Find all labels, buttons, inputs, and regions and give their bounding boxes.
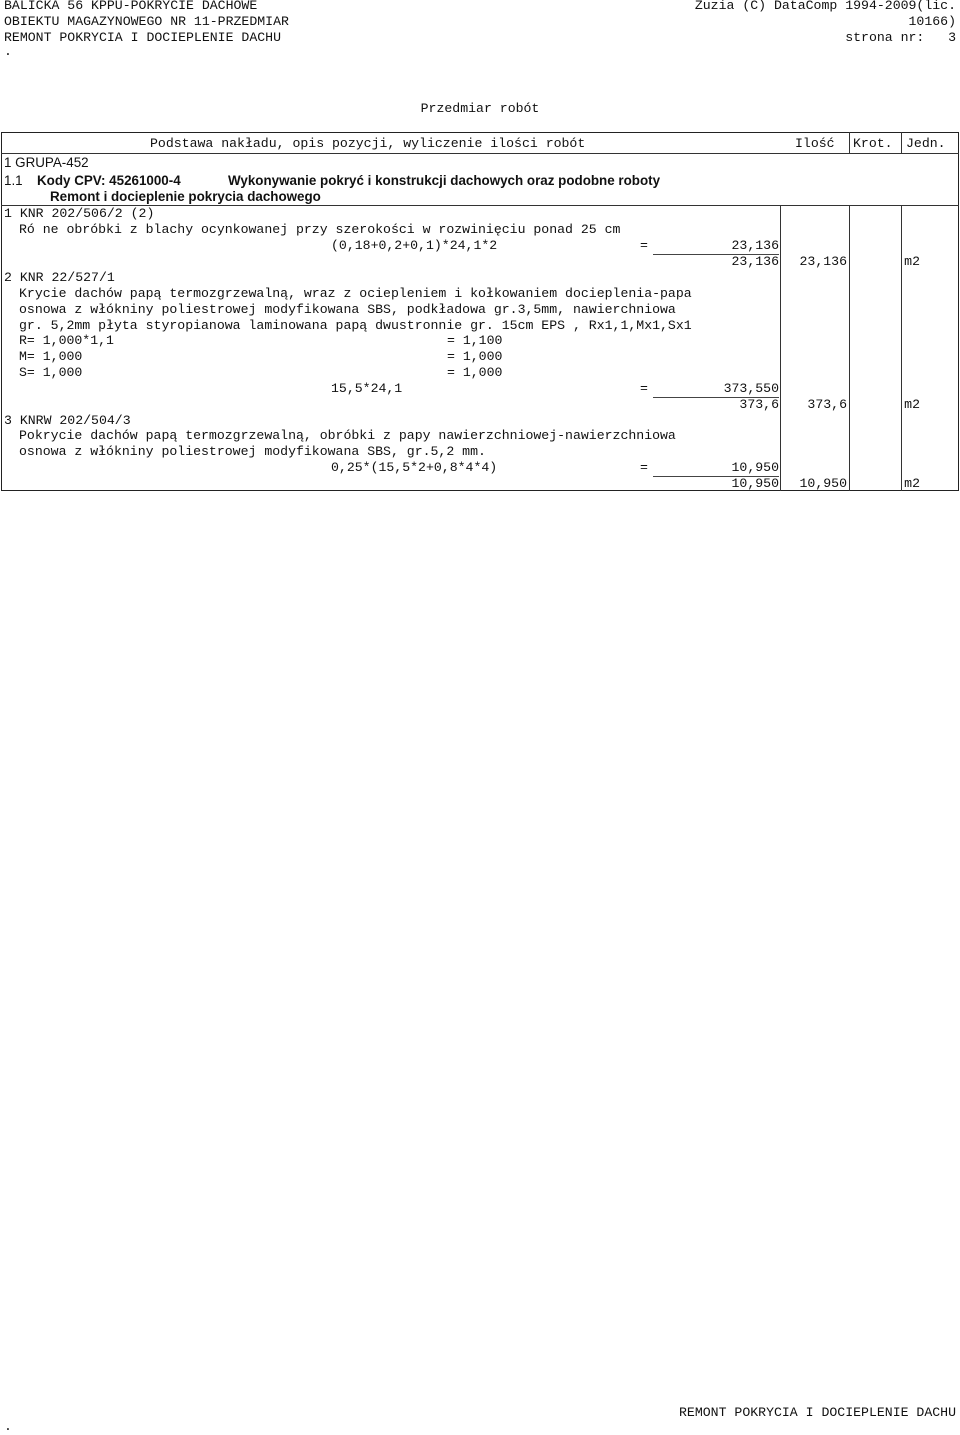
- page-number: strona nr: 3: [845, 30, 956, 45]
- header-row-divider: [1, 153, 959, 154]
- item-2-sum: 373,6: [739, 397, 779, 412]
- item-3-unit: m2: [904, 476, 920, 491]
- item-1-calc-expr: (0,18+0,2+0,1)*24,1*2: [331, 238, 498, 253]
- item-2-calc-eq: =: [640, 381, 648, 396]
- header-col-divider-krot: [849, 132, 850, 153]
- item-2-calc-expr: 15,5*24,1: [331, 381, 403, 396]
- header-right-line1: Zuzia (C) DataComp 1994-2009(lic.: [694, 0, 956, 13]
- column-header-quantity: Ilość: [795, 136, 835, 151]
- footer-text: REMONT POKRYCIA I DOCIEPLENIE DACHU: [679, 1405, 956, 1420]
- item-3-calc-expr: 0,25*(15,5*2+0,8*4*4): [331, 460, 498, 475]
- item-2-calc-value: 373,550: [723, 381, 779, 396]
- item-1-head: 1 KNR 202/506/2 (2): [4, 206, 155, 221]
- footer-dot: .: [4, 1419, 12, 1434]
- item-1-sum: 23,136: [731, 254, 779, 269]
- subgroup-description-2: Remont i docieplenie pokrycia dachowego: [50, 189, 321, 204]
- item-3-desc-1: Pokrycie dachów papą termozgrzewalną, obróbki z papy nawierzchniowej-nawierzchniowa: [19, 428, 676, 443]
- item-1-unit: m2: [904, 254, 920, 269]
- header-right-line2: 10166): [908, 14, 956, 29]
- header-left-line2: OBIEKTU MAGAZYNOWEGO NR 11-PRZEDMIAR: [4, 14, 289, 29]
- column-header-unit: Jedn.: [906, 136, 946, 151]
- item-1-calc-value: 23,136: [731, 238, 779, 253]
- item-1-quantity: 23,136: [799, 254, 847, 269]
- header-dot: .: [4, 44, 12, 59]
- subgroup-number: 1.1: [4, 173, 23, 188]
- item-2-factor-m: M= 1,000: [19, 349, 83, 364]
- item-2-quantity: 373,6: [807, 397, 847, 412]
- subgroup-description: Wykonywanie pokryć i konstrukcji dachowych oraz podobne roboty: [228, 173, 661, 188]
- item-3-head: 3 KNRW 202/504/3: [4, 413, 131, 428]
- item-2-head: 2 KNR 22/527/1: [4, 270, 115, 285]
- item-3-sum: 10,950: [731, 476, 779, 491]
- item-3-calc-eq: =: [640, 460, 648, 475]
- header-col-divider-unit: [901, 132, 902, 153]
- item-2-desc-3: gr. 5,2mm płyta styropianowa laminowana papą dwustronnie gr. 15cm EPS , Rx1,1,Mx1,Sx1: [19, 318, 692, 333]
- col-divider-qty: [849, 205, 850, 491]
- item-3-desc-2: osnowa z włókniny poliestrowej modyfikowana SBS, gr.5,2 mm.: [19, 444, 486, 459]
- item-1-desc-1: Ró ne obróbki z blachy ocynkowanej przy szerokości w rozwinięciu ponad 25 cm: [19, 222, 621, 237]
- header-left-line1: BALICKA 56 KPPU-POKRYCIE DACHOWE: [4, 0, 258, 13]
- item-3-quantity: 10,950: [799, 476, 847, 491]
- item-2-factor-m-value: = 1,000: [447, 349, 503, 364]
- column-header-krot: Krot.: [853, 136, 893, 151]
- item-3-calc-value: 10,950: [731, 460, 779, 475]
- item-2-factor-r: R= 1,000*1,1: [19, 333, 114, 348]
- item-2-desc-1: Krycie dachów papą termozgrzewalną, wraz z ociepleniem i kołkowaniem docieplenia-papa: [19, 286, 692, 301]
- col-divider-sum: [780, 205, 781, 491]
- subgroup-code: Kody CPV: 45261000-4: [37, 173, 181, 188]
- page-title: Przedmiar robót: [420, 101, 540, 116]
- item-2-factor-r-value: = 1,100: [447, 333, 503, 348]
- item-1-calc-eq: =: [640, 238, 648, 253]
- header-left-line3: REMONT POKRYCIA I DOCIEPLENIE DACHU: [4, 30, 281, 45]
- item-2-factor-s: S= 1,000: [19, 365, 83, 380]
- group-label: 1 GRUPA-452: [4, 155, 89, 170]
- item-2-factor-s-value: = 1,000: [447, 365, 503, 380]
- column-header-description: Podstawa nakładu, opis pozycji, wyliczenie ilości robót: [150, 136, 586, 151]
- item-2-desc-2: osnowa z włókniny poliestrowej modyfikowana SBS, podkładowa gr.3,5mm, nawierchniowa: [19, 302, 676, 317]
- item-2-unit: m2: [904, 397, 920, 412]
- col-divider-unit: [901, 205, 902, 491]
